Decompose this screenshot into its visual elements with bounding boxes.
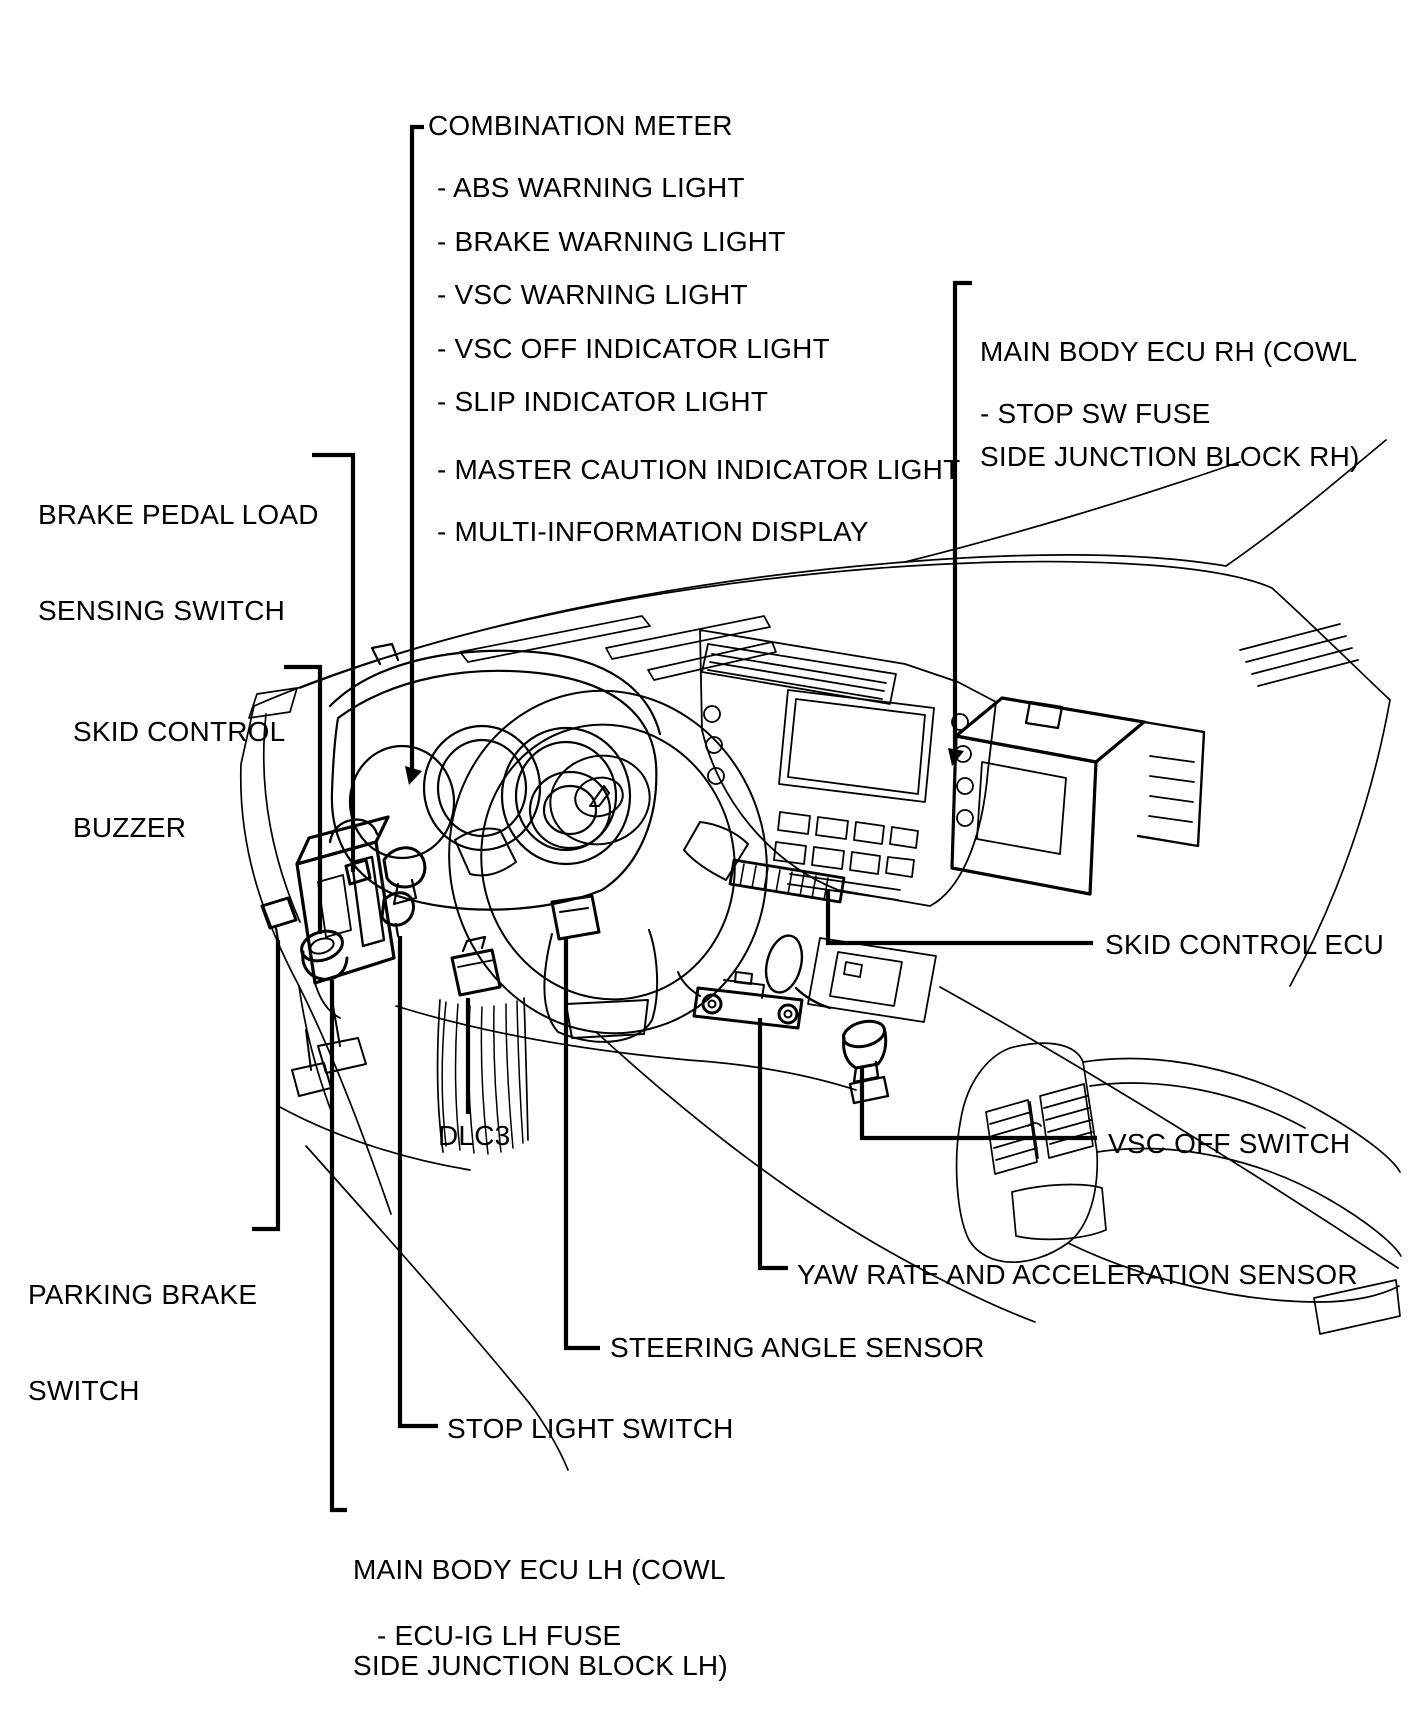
- console-rear-cap: [957, 1043, 1098, 1262]
- gauge-center-inner: [438, 740, 526, 836]
- under-dash-edge: [396, 1006, 856, 1090]
- leader-parking-brake: [252, 940, 278, 1229]
- load-switch-body: [384, 848, 425, 887]
- yaw-bolt-left: [709, 1001, 716, 1008]
- vsc-knob-mount: [850, 1062, 888, 1103]
- rh-top-face: [956, 698, 1144, 762]
- left-lower-body: [299, 986, 333, 1116]
- right-body-lines: [1272, 588, 1390, 986]
- label-combination-meter: COMBINATION METER: [428, 110, 733, 141]
- stack-knob: [704, 706, 720, 722]
- vsc-knob-body: [844, 1032, 886, 1068]
- shift-button: [844, 962, 862, 977]
- label-dlc3: DLC3: [438, 1120, 511, 1151]
- label-abs-warning-light: - ABS WARNING LIGHT: [437, 172, 745, 203]
- label-parking-brake-line1: PARKING BRAKE: [28, 1279, 258, 1310]
- junction-block-lh-drawing: [297, 817, 394, 1018]
- yaw-ear-right: [779, 1005, 797, 1023]
- sensor-connector: [552, 896, 599, 939]
- buzzer-face-inner: [308, 936, 335, 957]
- label-brake-pedal-load-line2: SENSING SWITCH: [38, 595, 286, 626]
- rh-side-connector: [1138, 722, 1204, 846]
- wheel-spoke-right: [684, 822, 748, 880]
- gauge-left: [350, 746, 454, 858]
- leader-skid-control-ecu: [828, 890, 1093, 943]
- center-console-drawing: [957, 1043, 1401, 1334]
- vsc-off-switch-drawing: [841, 1017, 888, 1103]
- label-vsc-warning-light: - VSC WARNING LIGHT: [437, 279, 748, 310]
- label-parking-brake-switch: [28, 1215, 257, 1471]
- leader-yaw-rate-sensor: [760, 1018, 788, 1268]
- steering-column: [544, 930, 657, 1042]
- label-skid-control-ecu: SKID CONTROL ECU: [1105, 929, 1385, 960]
- label-vsc-off-switch: VSC OFF SWITCH: [1108, 1128, 1351, 1159]
- label-steering-angle-sensor: STEERING ANGLE SENSOR: [610, 1332, 985, 1363]
- label-yaw-rate-and-acceleration-sensor: YAW RATE AND ACCELERATION SENSOR: [797, 1259, 1358, 1290]
- dlc3-body: [452, 950, 500, 995]
- yaw-ear-left: [703, 995, 721, 1013]
- label-main-body-ecu-rh-line1: MAIN BODY ECU RH (COWL: [980, 336, 1358, 367]
- label-main-body-ecu-lh: [353, 1490, 728, 1734]
- leader-steering-angle-sensor: [566, 938, 600, 1348]
- label-multi-information-display: - MULTI-INFORMATION DISPLAY: [437, 516, 869, 547]
- shift-lever-drawing: [760, 932, 936, 1022]
- rh-front-detail: [977, 762, 1066, 854]
- rh-connector-slots: [1149, 756, 1194, 822]
- label-master-caution-indicator-light: - MASTER CAUTION INDICATOR LIGHT: [437, 454, 961, 485]
- leader-main-body-ecu-lh: [332, 980, 347, 1510]
- shift-gate: [830, 952, 902, 1006]
- rh-front-face: [952, 736, 1096, 894]
- dlc3-inner: [458, 960, 494, 967]
- label-parking-brake-line2: SWITCH: [28, 1375, 140, 1406]
- vsc-knob-cap: [841, 1017, 888, 1050]
- lh-inner-detail: [318, 875, 351, 937]
- lh-lower-detail: [315, 983, 340, 1018]
- label-main-body-ecu-rh-line2: SIDE JUNCTION BLOCK RH): [980, 441, 1360, 472]
- leader-combination-meter: [412, 127, 424, 769]
- shift-knob: [760, 932, 807, 997]
- armrest-crease: [1090, 1083, 1305, 1128]
- label-brake-pedal-load-line1: BRAKE PEDAL LOAD: [38, 499, 319, 530]
- label-slip-indicator-light: - SLIP INDICATOR LIGHT: [437, 386, 769, 417]
- shift-plate: [808, 938, 936, 1022]
- stack-knob: [957, 810, 973, 826]
- stack-vents: [702, 644, 896, 704]
- windshield-base: [300, 555, 1226, 688]
- skid-control-buzzer-drawing: [298, 926, 347, 979]
- console-vent-right: [1040, 1084, 1093, 1158]
- label-main-body-ecu-lh-line2: SIDE JUNCTION BLOCK LH): [353, 1650, 728, 1681]
- label-stop-sw-fuse: - STOP SW FUSE: [980, 398, 1211, 429]
- brand-logo-icon: [571, 773, 627, 821]
- console-recess: [1012, 1185, 1106, 1240]
- label-ecu-ig-lh-fuse: - ECU-IG LH FUSE: [377, 1620, 622, 1651]
- label-stop-light-switch: STOP LIGHT SWITCH: [447, 1413, 734, 1444]
- junction-block-rh-drawing: [952, 698, 1204, 894]
- label-skid-control-buzzer-line2: BUZZER: [73, 812, 187, 843]
- leader-arrow-combination-meter: [405, 766, 422, 785]
- side-vent-louver: [1240, 624, 1358, 686]
- yaw-rate-sensor-drawing: [678, 972, 802, 1028]
- label-skid-control-buzzer-line1: SKID CONTROL: [73, 716, 286, 747]
- label-main-body-ecu-lh-line1: MAIN BODY ECU LH (COWL: [353, 1554, 726, 1585]
- label-brake-warning-light: - BRAKE WARNING LIGHT: [437, 226, 786, 257]
- label-vsc-off-indicator-light: - VSC OFF INDICATOR LIGHT: [437, 333, 830, 364]
- load-switch-bracket: [346, 860, 370, 884]
- yaw-bolt-right: [785, 1011, 792, 1018]
- stack-knob: [957, 778, 973, 794]
- navigation-screen-drawing: [779, 690, 934, 802]
- wheel-hub: [541, 745, 659, 855]
- label-skid-control-buzzer: [73, 652, 285, 908]
- sensor-connector-detail: [560, 908, 588, 912]
